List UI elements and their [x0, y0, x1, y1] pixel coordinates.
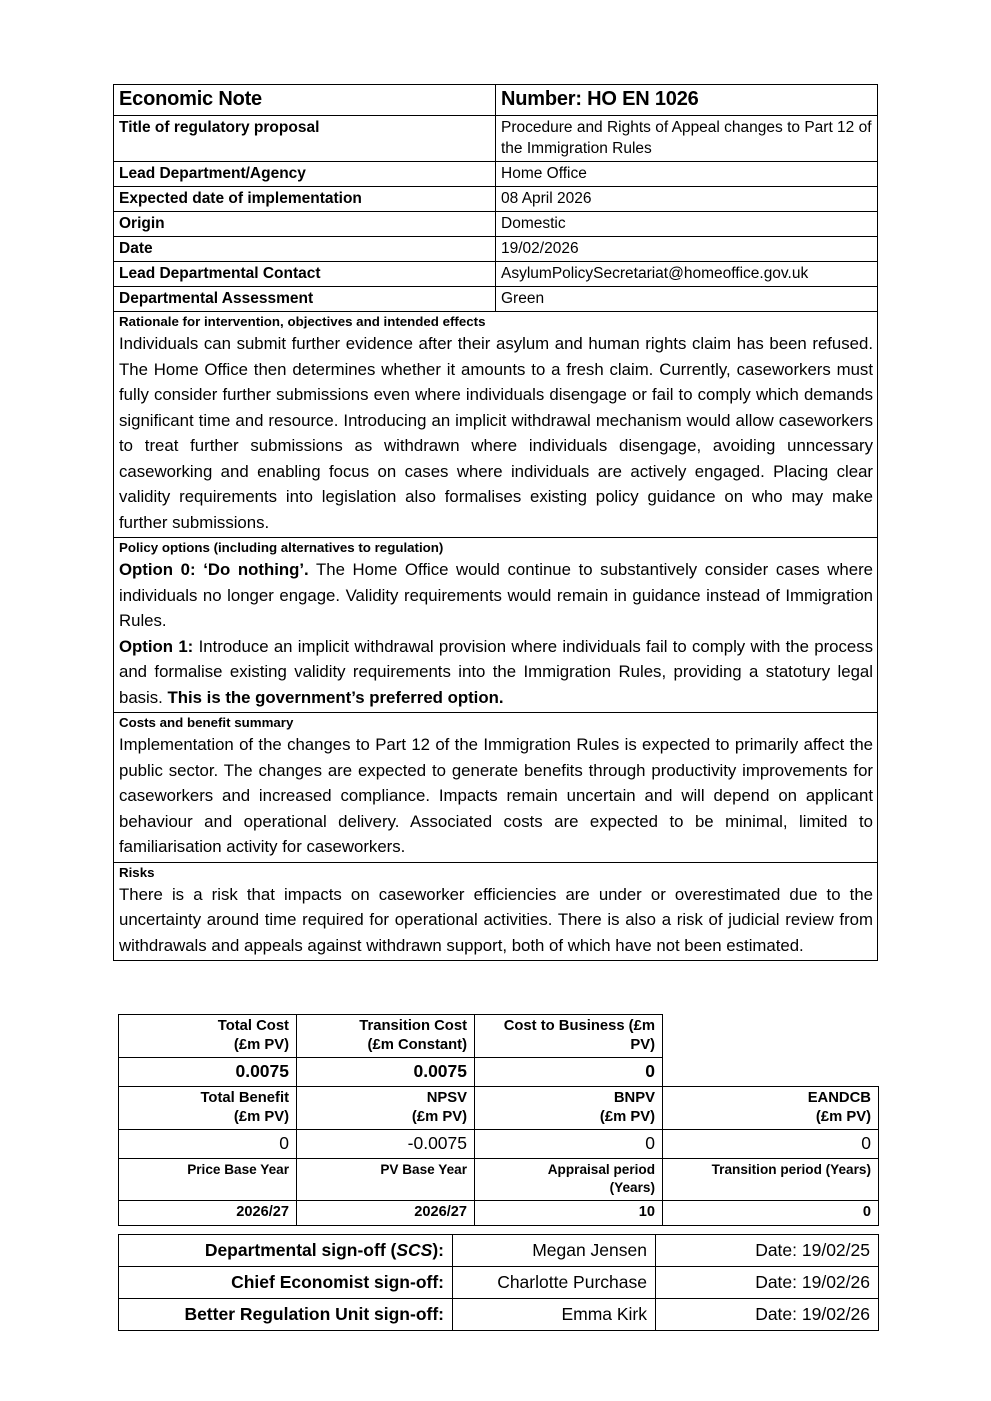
signoff-role-departmental-suffix: ):	[432, 1240, 444, 1260]
section-body-policy-options	[119, 557, 873, 710]
signoff-role-departmental-prefix: Departmental sign-off (	[204, 1240, 397, 1260]
value-pv-base-year: 2026/27	[297, 1201, 475, 1226]
signoff-date-departmental: Date: 19/02/25	[656, 1235, 879, 1267]
field-label-implementation-date: Expected date of implementation	[114, 187, 496, 212]
signoff-role-bru: Better Regulation Unit sign-off:	[119, 1299, 453, 1331]
section-costs-benefits	[114, 713, 878, 863]
field-value-title: Procedure and Rights of Appeal changes to Part 12 of the Immigration Rules	[496, 116, 878, 162]
table-row-chief-economist-signoff	[119, 1267, 879, 1299]
header-cost-to-business	[475, 1015, 663, 1058]
section-body-risks: There is a risk that impacts on caseworker efficiencies are under or overestimated due to the uncertainty around time required for operational activities. There is also a risk of judicial review from withdrawals and appeals against withdrawn support, both of which have not been estimated.	[119, 884, 873, 955]
policy-option-0	[119, 557, 873, 634]
header-price-base-year	[119, 1159, 297, 1201]
field-label-title: Title of regulatory proposal	[114, 116, 496, 162]
value-total-benefit: 0	[119, 1130, 297, 1159]
header-transition-period	[663, 1159, 879, 1201]
header-appraisal-period	[475, 1159, 663, 1201]
table-row-assessment	[114, 287, 878, 312]
table-row-cost-headers	[119, 1015, 879, 1058]
doc-number-label: Number: HO EN 1026	[496, 85, 878, 116]
header-npsv	[297, 1087, 475, 1130]
header-eandcb-main: EANDCB	[807, 1090, 871, 1106]
header-eandcb	[663, 1087, 879, 1130]
empty-cell-values-right	[663, 1058, 879, 1087]
field-value-contact: AsylumPolicySecretariat@homeoffice.gov.uk	[496, 262, 878, 287]
header-transition-cost-main: Transition Cost	[359, 1018, 467, 1034]
table-row-cost-values	[119, 1058, 879, 1087]
table-row-policy-options	[114, 538, 878, 713]
signoff-date-chief-economist: Date: 19/02/26	[656, 1267, 879, 1299]
header-transition-cost-sub: (£m Constant)	[367, 1036, 467, 1053]
table-row-contact	[114, 262, 878, 287]
header-total-benefit-main: Total Benefit	[200, 1090, 289, 1106]
economic-note-document	[113, 84, 878, 961]
section-rationale	[114, 312, 878, 538]
header-pv-base-year	[297, 1159, 475, 1201]
field-value-assessment: Green	[496, 287, 878, 312]
header-total-cost-main: Total Cost	[217, 1018, 289, 1034]
value-cost-to-business: 0	[475, 1058, 663, 1087]
section-heading-rationale: Rationale for intervention, objectives and intended effects	[119, 314, 486, 329]
section-body-rationale: Individuals can submit further evidence after their asylum and human rights claim has been refused. The Home Office then determines whether it amounts to a fresh claim. Currently, caseworkers must fully consider further submissions even where individuals disengage or fail to comply which demands significant time and resource. Introducing an implicit withdrawal mechanism would allow caseworkers to treat further submissions as withdrawn where individuals disengage, avoiding unncessary caseworking and enabling focus on cases where individuals are actively engaged. Placing clear validity requirements into legislation also formalises existing policy guidance on who may make further submissions.	[119, 334, 873, 532]
header-total-benefit	[119, 1087, 297, 1130]
signoff-date-bru: Date: 19/02/26	[656, 1299, 879, 1331]
header-cost-to-business-sub: PV)	[630, 1036, 655, 1053]
table-row-doc-type	[114, 85, 878, 116]
empty-cell-top-right	[663, 1015, 879, 1058]
header-bnpv-main: BNPV	[613, 1090, 655, 1106]
section-risks	[114, 862, 878, 961]
field-label-origin: Origin	[114, 212, 496, 237]
value-appraisal-period: 10	[475, 1201, 663, 1226]
header-eandcb-sub: (£m PV)	[815, 1108, 871, 1125]
signoff-role-chief-economist: Chief Economist sign-off:	[119, 1267, 453, 1299]
header-total-benefit-sub: (£m PV)	[233, 1108, 289, 1125]
financial-summary-table	[118, 1014, 879, 1226]
policy-option-1	[119, 634, 873, 711]
table-row-costs-benefits	[114, 713, 878, 863]
header-npsv-sub: (£m PV)	[411, 1108, 467, 1125]
signoff-name-departmental: Megan Jensen	[453, 1235, 656, 1267]
field-value-lead-department: Home Office	[496, 162, 878, 187]
header-transition-period-main: Transition period (Years)	[711, 1162, 871, 1177]
signoff-container	[118, 1234, 878, 1331]
header-price-base-year-main: Price Base Year	[187, 1162, 289, 1177]
section-policy-options	[114, 538, 878, 713]
signoff-name-bru: Emma Kirk	[453, 1299, 656, 1331]
signoff-role-departmental	[119, 1235, 453, 1267]
table-row-lead-department	[114, 162, 878, 187]
value-npsv: -0.0075	[297, 1130, 475, 1159]
table-row-title	[114, 116, 878, 162]
field-value-implementation-date: 08 April 2026	[496, 187, 878, 212]
header-transition-cost	[297, 1015, 475, 1058]
table-row-benefit-values	[119, 1130, 879, 1159]
header-appraisal-period-sub: (Years)	[609, 1180, 655, 1195]
field-label-assessment: Departmental Assessment	[114, 287, 496, 312]
table-row-period-headers	[119, 1159, 879, 1201]
header-total-cost-sub: (£m PV)	[233, 1036, 289, 1053]
header-pv-base-year-main: PV Base Year	[380, 1162, 467, 1177]
financial-summary-container	[118, 1014, 878, 1226]
value-transition-period: 0	[663, 1201, 879, 1226]
value-total-cost: 0.0075	[119, 1058, 297, 1087]
header-npsv-main: NPSV	[426, 1090, 467, 1106]
table-row-date	[114, 237, 878, 262]
table-row-benefit-headers	[119, 1087, 879, 1130]
policy-option-1-body: Introduce an implicit withdrawal provision where individuals fail to comply with the process and formalise existing validity requirements into the Immigration Rules, providing a statotury legal basis.	[119, 636, 874, 707]
header-total-cost	[119, 1015, 297, 1058]
policy-option-0-label: Option 0: ‘Do nothing’.	[119, 560, 309, 579]
value-bnpv: 0	[475, 1130, 663, 1159]
signoff-name-chief-economist: Charlotte Purchase	[453, 1267, 656, 1299]
field-label-contact: Lead Departmental Contact	[114, 262, 496, 287]
field-value-origin: Domestic	[496, 212, 878, 237]
value-price-base-year: 2026/27	[119, 1201, 297, 1226]
signoff-table	[118, 1234, 879, 1331]
field-value-date: 19/02/2026	[496, 237, 878, 262]
field-label-date: Date	[114, 237, 496, 262]
header-cost-to-business-main: Cost to Business (£m	[503, 1018, 655, 1034]
table-row-risks	[114, 862, 878, 961]
section-body-costs-benefits: Implementation of the changes to Part 12 of the Immigration Rules is expected to primarily affect the public sector. The changes are expected to generate benefits through productivity improvements for caseworkers and increased compliance. Impacts remain uncertain and will depend on applicant behaviour and operational delivery. Associated costs are expected to be minimal, limited to familiarisation activity for caseworkers.	[119, 735, 873, 856]
table-row-departmental-signoff	[119, 1235, 879, 1267]
policy-option-1-label: Option 1:	[119, 636, 194, 656]
main-document-table	[113, 84, 878, 961]
table-row-period-values	[119, 1201, 879, 1226]
policy-option-1-preferred: This is the government’s preferred option.	[167, 687, 504, 707]
field-label-lead-department: Lead Department/Agency	[114, 162, 496, 187]
signoff-role-departmental-scs: SCS	[396, 1240, 433, 1260]
section-heading-policy-options: Policy options (including alternatives to regulation)	[119, 540, 444, 555]
table-row-rationale	[114, 312, 878, 538]
value-transition-cost: 0.0075	[297, 1058, 475, 1087]
table-row-origin	[114, 212, 878, 237]
header-bnpv-sub: (£m PV)	[599, 1108, 655, 1125]
header-bnpv	[475, 1087, 663, 1130]
table-row-implementation-date	[114, 187, 878, 212]
table-row-bru-signoff	[119, 1299, 879, 1331]
value-eandcb: 0	[663, 1130, 879, 1159]
header-appraisal-period-main: Appraisal period	[547, 1162, 655, 1177]
doc-type-label: Economic Note	[114, 85, 496, 116]
section-heading-risks: Risks	[119, 864, 155, 880]
policy-option-0-body: The Home Office would continue to substantively consider cases where individuals no longer engage. Validity requirements would remain in guidance instead of Immigration Rules.	[119, 560, 874, 630]
section-heading-costs-benefits: Costs and benefit summary	[119, 715, 294, 730]
